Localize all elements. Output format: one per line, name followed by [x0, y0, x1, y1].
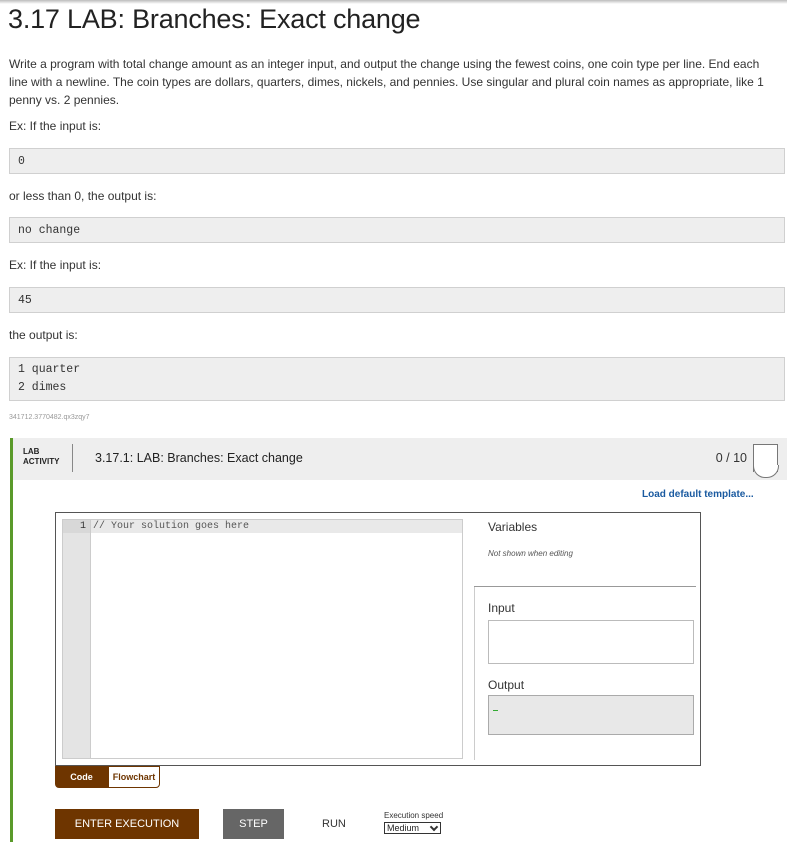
example1-between-text: or less than 0, the output is:: [9, 189, 157, 203]
example1-input: 0: [9, 148, 785, 174]
page-title: 3.17 LAB: Branches: Exact change: [8, 4, 421, 34]
example2-input: 45: [9, 287, 785, 313]
line-number-gutter: [62, 519, 91, 759]
execution-speed-label: Execution speed: [384, 811, 444, 820]
execution-speed-select[interactable]: [384, 822, 441, 834]
completion-badge-icon: [753, 444, 778, 472]
example2-between-text: the output is:: [9, 328, 78, 342]
example1-output: no change: [9, 217, 785, 243]
lab-activity-tag: [23, 447, 59, 467]
line-number: 1: [63, 520, 90, 533]
lab-tag-line2: ACTIVITY: [23, 457, 60, 466]
score: 0 / 10: [715, 451, 747, 465]
program-input-textarea[interactable]: [488, 620, 694, 664]
header-separator: [72, 444, 73, 472]
chevron-down-icon: [430, 823, 438, 831]
tab-flowchart[interactable]: Flowchart: [108, 766, 160, 788]
lab-activity-title: 3.17.1: LAB: Branches: Exact change: [95, 451, 303, 465]
step-button[interactable]: STEP: [223, 809, 284, 839]
output-label: Output: [488, 678, 525, 692]
run-button[interactable]: RUN: [322, 818, 346, 830]
example1-label: Ex: If the input is:: [9, 119, 102, 133]
output-cursor-icon: [493, 710, 498, 711]
panel-vertical-divider: [474, 586, 475, 760]
example2-label: Ex: If the input is:: [9, 258, 102, 272]
tab-code[interactable]: Code: [55, 766, 108, 788]
variables-label: Variables: [488, 520, 538, 534]
enter-execution-button[interactable]: ENTER EXECUTION: [55, 809, 199, 839]
input-label: Input: [488, 601, 515, 615]
code-ide: [55, 512, 701, 766]
variables-note: Not shown when editing: [488, 549, 573, 558]
code-editor[interactable]: [91, 519, 463, 759]
code-line[interactable]: // Your solution goes here: [91, 520, 462, 533]
problem-description: Write a program with total change amount as an integer input, and output the change using the fewest coins, one coin type per line. End each line with a newline. The coin types are dollars, quarters, dimes, nickels, and pennies. Use singular and plural coin names as appropriate, like 1 penny vs. 2 pennies.: [9, 57, 764, 107]
lab-id: 341712.3770482.qx3zqy7: [9, 414, 90, 421]
program-output-box: [488, 695, 694, 735]
lab-tag-line1: LAB: [23, 447, 40, 456]
load-default-template-link[interactable]: Load default template...: [642, 489, 754, 500]
panel-divider: [474, 586, 696, 587]
example2-output: 1 quarter 2 dimes: [9, 357, 785, 401]
execution-speed-value: Medium: [387, 823, 420, 833]
lab-activity-header: [10, 438, 787, 480]
